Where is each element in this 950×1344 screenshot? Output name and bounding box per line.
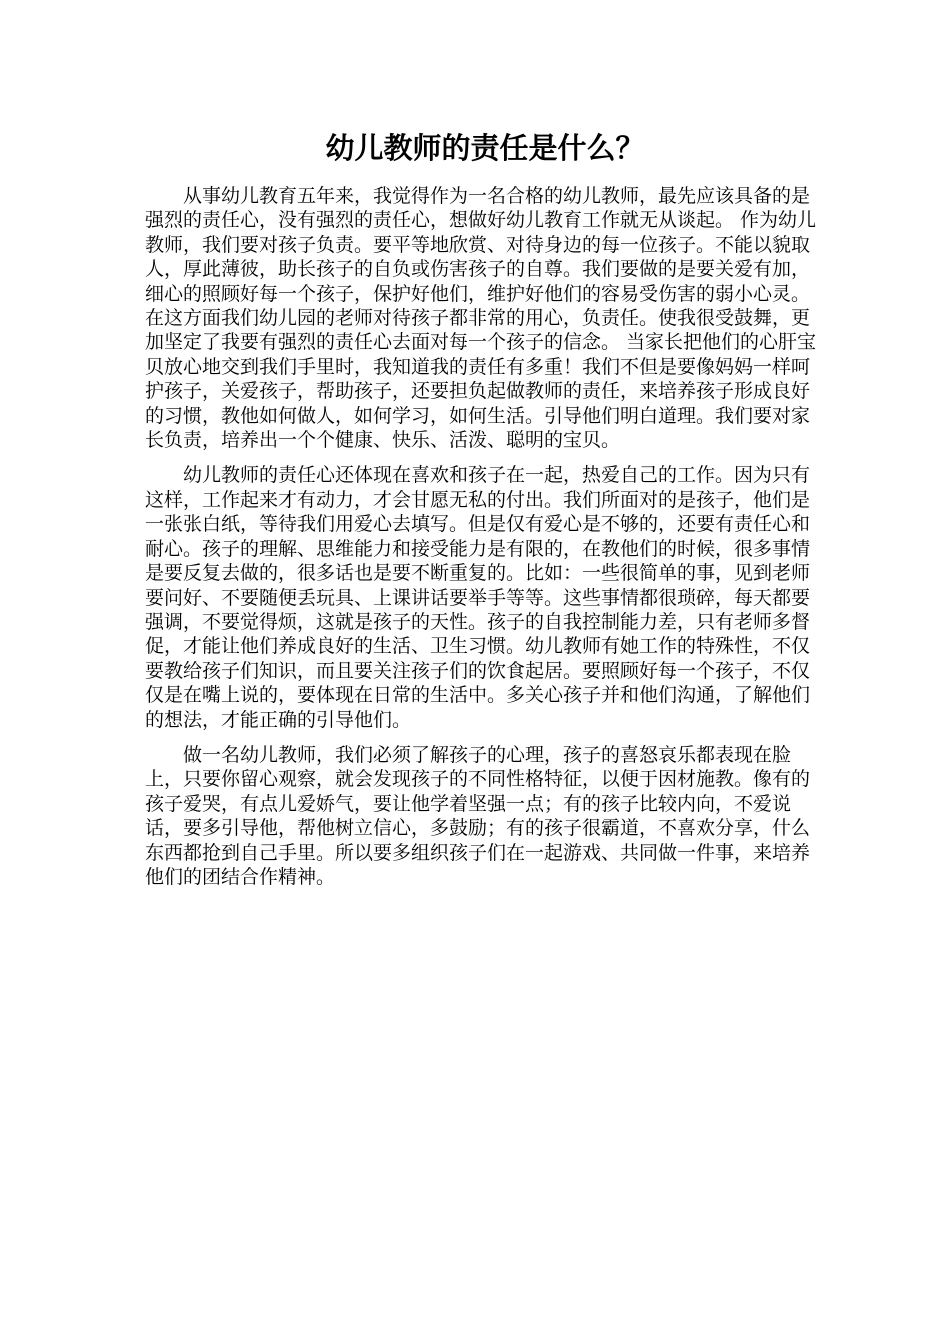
paragraph-1: 从事幼儿教育五年来，我觉得作为一名合格的幼儿教师，最先应该具备的是强烈的责任心，没有强烈的责任心，想做好幼儿教育工作就无从谈起。 作为幼儿教师，我们要对孩子负责。要平等地欣赏、对待身边的每一位孩子。不能以貌取人，厚此薄彼，助长孩子的自负或伤害孩子的自尊。我们要做的是要关爱有加，细心的照顾好每一个孩子，保护好他们，维护好他们的容易受伤害的弱小心灵。在这方面我们幼儿园的老师对待孩子都非常的用心，负责任。使我很受鼓舞，更加坚定了我要有强烈的责任心去面对每一个孩子的信念。 当家长把他们的心肝宝贝放心地交到我们手里时，我知道我的责任有多重！我们不但是要像妈妈一样呵护孩子，关爱孩子，帮助孩子，还要担负起做教师的责任，来培养孩子形成良好的习惯，教他如何做人，如何学习，如何生活。引导他们明白道理。我们要对家长负责，培养出一个个健康、快乐、活泼、聪明的宝贝。 xyxy=(145,185,817,452)
paragraph-3: 做一名幼儿教师，我们必须了解孩子的心理，孩子的喜怒哀乐都表现在脸上，只要你留心观察，就会发现孩子的不同性格特征，以便于因材施教。像有的孩子爱哭，有点儿爱娇气，要让他学着坚强一点；有的孩子比较内向，不爱说话，要多引导他，帮他树立信心，多鼓励；有的孩子很霸道，不喜欢分享，什么东西都抢到自己手里。所以要多组织孩子们在一起游戏、共同做一件事，来培养他们的团结合作精神。 xyxy=(145,743,811,888)
document-title: 幼儿教师的责任是什么？ xyxy=(325,131,645,165)
paragraph-2: 幼儿教师的责任心还体现在喜欢和孩子在一起，热爱自己的工作。因为只有这样，工作起来才有动力，才会甘愿无私的付出。我们所面对的是孩子，他们是一张张白纸，等待我们用爱心去填写。但是仅有爱心是不够的，还要有责任心和耐心。孩子的理解、思维能力和接受能力是有限的，在教他们的时候，很多事情是要反复去做的，很多话也是要不断重复的。比如：一些很简单的事，见到老师要问好、不要随便丢玩具、上课讲话要举手等等。这些事情都很琐碎，每天都要强调，不要觉得烦，这就是孩子的天性。孩子的自我控制能力差，只有老师多督促，才能让他们养成良好的生活、卫生习惯。幼儿教师有她工作的特殊性，不仅要教给孩子们知识，而且要关注孩子们的饮食起居。要照顾好每一个孩子，不仅仅是在嘴上说的，要体现在日常的生活中。多关心孩子并和他们沟通，了解他们的想法，才能正确的引导他们。 xyxy=(145,464,811,731)
document-body xyxy=(145,184,825,900)
